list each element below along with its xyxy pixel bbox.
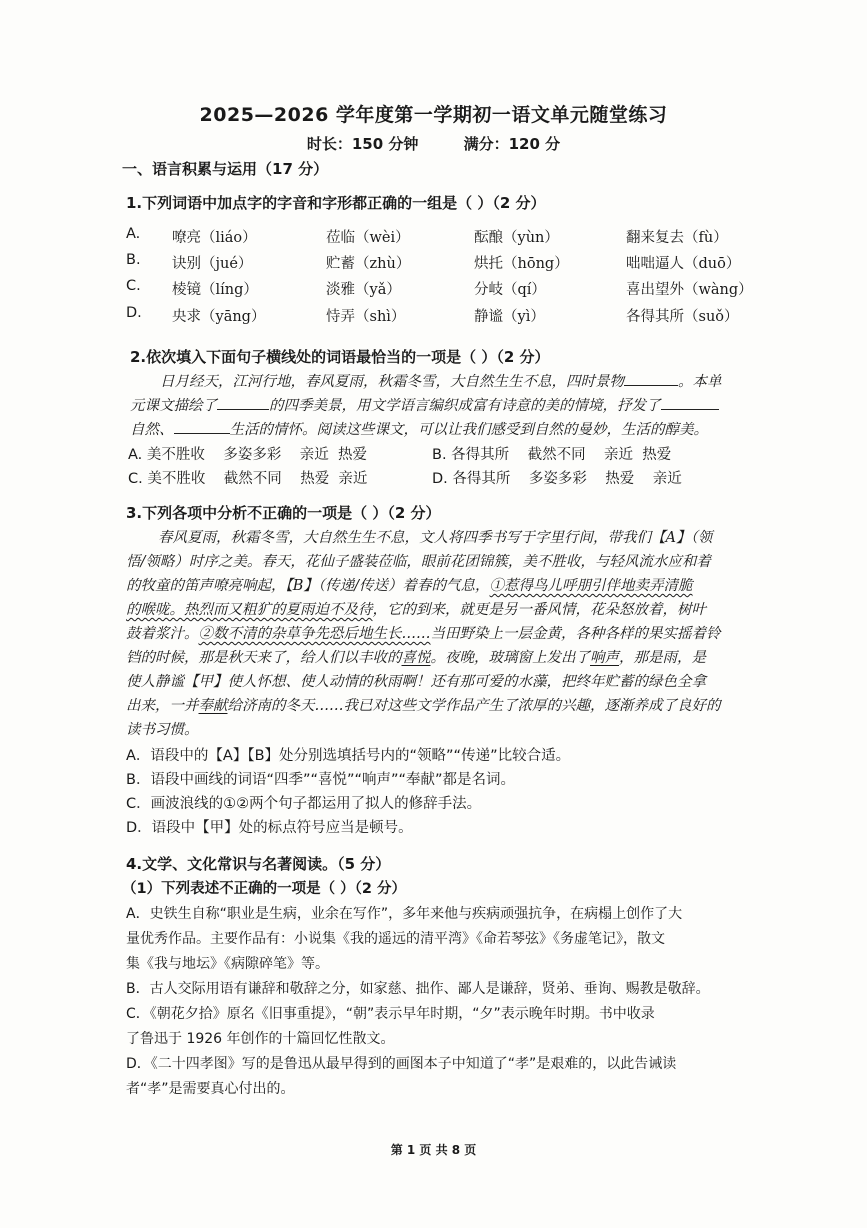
option-label: B. <box>126 252 141 268</box>
q3-passage-line: 悟/领略）时序之美。春天，花仙子盛装莅临，眼前花团锦簇，美不胜收，与轻风流水应和着 <box>126 554 711 570</box>
option-label: A. <box>126 226 141 242</box>
word-item: 各得其所（suǒ） <box>626 309 739 325</box>
section-heading: 一、语言积累与运用（17 分） <box>122 160 329 178</box>
page-number: 第 1 页 共 8 页 <box>390 1143 477 1157</box>
question-3-stem: 3.下列各项中分析不正确的一项是（ ）（2 分） <box>126 504 441 522</box>
word-item: 翻来复去（fù） <box>626 230 728 246</box>
q4-option-d-line: D．《二十四孝图》写的是鲁迅从最早得到的画图本子中知道了“孝”是艰难的，以此告诫读 <box>126 1056 677 1072</box>
q3-option-b: B．语段中画线的词语“四季”“喜悦”“响声”“奉献”都是名词。 <box>126 772 516 788</box>
q3-passage-line <box>126 694 721 715</box>
answer-blank[interactable] <box>624 371 678 386</box>
word-item: 莅临（wèi） <box>326 230 410 246</box>
q3-option-a: A．语段中的【A】【B】处分别选填括号内的“领略”“传递”比较合适。 <box>126 748 571 764</box>
word-item: 分岐（qí） <box>474 282 546 298</box>
exam-title: 2025—2026 学年度第一学期初一语文单元随堂练习 <box>199 104 668 126</box>
option-text: 美不胜收 多姿多彩 亲近 热爱 <box>146 447 367 463</box>
passage-text: 出来，一并 <box>126 698 199 714</box>
duration: 时长：150 分钟 <box>306 135 419 153</box>
q3-passage-line: 春风夏雨，秋霜冬雪，大自然生生不息，文人将四季书写于字里行间，带我们【A】（领 <box>158 530 713 546</box>
question-4-stem: 4.文学、文化常识与名著阅读。（5 分） <box>126 855 391 873</box>
word-item: 淡雅（yǎ） <box>326 282 401 298</box>
passage-text: 的四季美景，用文学语言编织成富有诗意的美的情境，抒发了 <box>269 398 661 414</box>
passage-text: ，那是雨，是 <box>619 650 706 666</box>
q2-passage-line <box>160 370 722 391</box>
passage-text: 。本单 <box>678 374 722 390</box>
question-4-sub1: （1）下列表述不正确的一项是（ ）（2 分） <box>122 881 407 897</box>
full-score: 满分：120 分 <box>463 135 561 153</box>
word-item: 棱镜（líng） <box>172 282 258 298</box>
word-item: 烘托（hōng） <box>474 256 569 272</box>
underlined-word: 响声 <box>590 650 619 666</box>
question-1-stem: 1.下列词语中加点字的字音和字形都正确的一组是（ ）（2 分） <box>126 194 546 212</box>
passage-text: 元课文描绘了 <box>130 398 217 414</box>
q2-option-a <box>128 443 367 464</box>
q4-option-b-line: B．古人交际用语有谦辞和敬辞之分，如家慈、拙作、鄙人是谦辞，贤弟、垂询、赐教是敬辞。 <box>126 981 710 997</box>
passage-text: 日月经天，江河行地，春风夏雨，秋霜冬雪，大自然生生不息，四时景物 <box>160 374 624 390</box>
word-item: 恃弄（shì） <box>326 309 406 325</box>
question-2-stem: 2.依次填入下面句子横线处的词语最恰当的一项是（ ）（2 分） <box>130 348 550 366</box>
option-label: B. <box>432 447 447 463</box>
q4-option-c-line: C．《朝花夕拾》原名《旧事重提》，“朝”表示早年时期，“夕”表示晚年时期。书中收录 <box>126 1006 655 1022</box>
option-text: 各得其所 多姿多彩 热爱 亲近 <box>452 471 682 487</box>
option-label: C. <box>126 278 141 294</box>
wavy-sentence-1-cont: 的喉咙。热烈而又粗犷的夏雨迫不及待 <box>126 602 373 618</box>
option-text: 各得其所 截然不同 亲近 热爱 <box>451 447 672 463</box>
q3-passage-line <box>126 646 706 667</box>
q4-option-a-line: 量优秀作品。主要作品有：小说集《我的遥远的清平湾》《命若琴弦》《务虚笔记》，散文 <box>126 931 665 947</box>
q2-option-d <box>432 467 682 488</box>
q3-option-c: C．画波浪线的①②两个句子都运用了拟人的修辞手法。 <box>126 796 482 812</box>
underlined-word: 奉献 <box>198 698 228 714</box>
passage-text: 当田野染上一层金黄，各种各样的果实摇着铃 <box>430 626 721 642</box>
passage-text: 自然、 <box>130 422 174 438</box>
q3-option-d: D．语段中【甲】处的标点符号应当是顿号。 <box>126 820 413 836</box>
q3-passage-line <box>126 574 693 595</box>
q4-option-d-line: 者“孝”是需要真心付出的。 <box>126 1081 295 1097</box>
word-item: 诀别（jué） <box>172 256 253 272</box>
wavy-sentence-2: ②数不清的杂草争先恐后地生长…… <box>198 626 431 642</box>
q4-option-a-line: A．史铁生自称“职业是生病，业余在写作”，多年来他与疾病顽强抗争，在病榻上创作了大 <box>126 906 683 922</box>
option-text: 美不胜收 截然不同 热爱 亲近 <box>147 471 368 487</box>
option-label: A. <box>128 447 143 463</box>
q4-option-a-line: 集《我与地坛》《病隙碎笔》等。 <box>126 956 329 972</box>
q3-passage-line: 使人静谧【甲】使人怀想、使人动情的秋雨啊！还有那可爱的水藻，把终年贮蓄的绿色全拿 <box>126 674 706 690</box>
passage-text: 给济南的冬天……我已对这些文学作品产生了浓厚的兴趣，逐渐养成了良好的 <box>227 698 721 714</box>
word-item: 酝酿（yùn） <box>474 230 559 246</box>
answer-blank[interactable] <box>217 395 269 410</box>
option-label: C. <box>128 471 143 487</box>
option-label: D. <box>126 305 142 321</box>
underlined-word: 喜悦 <box>401 650 431 666</box>
option-label: D. <box>432 471 448 487</box>
word-item: 静谧（yì） <box>474 309 545 325</box>
passage-text: 的牧童的笛声嘹亮响起，【B】（传递/传送）着春的气息， <box>126 578 490 594</box>
word-item: 咄咄逼人（duō） <box>626 256 741 272</box>
q3-passage-line <box>126 622 721 643</box>
q2-option-b <box>432 443 671 464</box>
q3-passage-line <box>126 598 706 619</box>
passage-text: 。夜晚，玻璃窗上发出了 <box>430 650 590 666</box>
q2-passage-line <box>130 394 719 415</box>
q3-passage-line: 读书习惯。 <box>126 722 199 738</box>
exam-meta <box>0 133 867 154</box>
passage-text: 铛的时候，那是秋天来了，给人们以丰收的 <box>126 650 402 666</box>
passage-text: 生活的情怀。阅读这些课文，可以让我们感受到自然的曼妙，生活的醇美。 <box>229 422 708 438</box>
q2-passage-line <box>130 418 708 439</box>
passage-text: ，它的到来，就更是另一番风情，花朵怒放着，树叶 <box>372 602 706 618</box>
q2-option-c <box>128 467 367 488</box>
word-item: 喜出望外（wàng） <box>626 282 753 298</box>
word-item: 贮蓄（zhù） <box>326 256 411 272</box>
word-item: 央求（yāng） <box>172 309 266 325</box>
q4-option-c-line: 了鲁迅于 1926 年创作的十篇回忆性散文。 <box>126 1031 395 1047</box>
wavy-sentence-1: ①惹得鸟儿呼朋引伴地卖弄清脆 <box>489 578 693 594</box>
answer-blank[interactable] <box>174 419 230 434</box>
passage-text: 鼓着浆汁。 <box>126 626 199 642</box>
answer-blank[interactable] <box>661 395 719 410</box>
word-item: 嘹亮（liáo） <box>172 230 257 246</box>
